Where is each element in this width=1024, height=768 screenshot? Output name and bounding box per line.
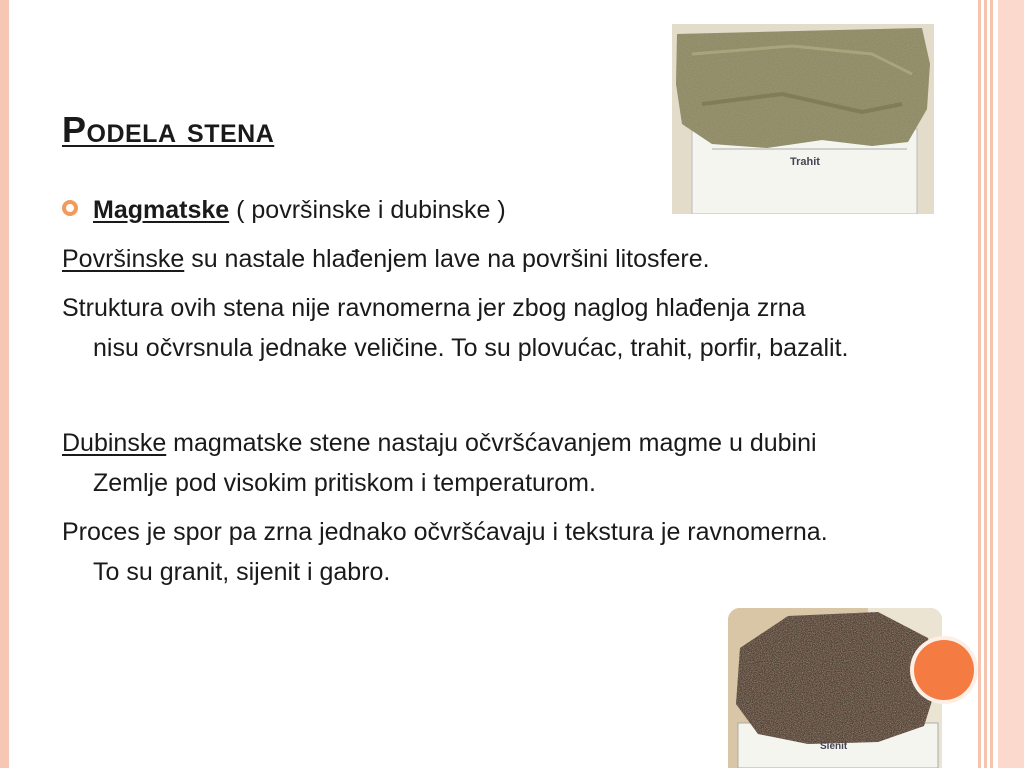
trahit-label: Trahit	[790, 156, 820, 168]
paragraph-text: Struktura ovih stena nije ravnomerna jer zbog naglog hlađenja zrna nisu očvrsnula jednake veličine. To su plovućac, trahit, porfir, bazalit.	[62, 294, 849, 362]
paragraph-povrsinske	[62, 239, 852, 279]
stripe	[998, 0, 1024, 768]
trahit-rock-drawing	[672, 24, 934, 214]
spacer	[62, 377, 852, 423]
bullet-ring-icon	[62, 200, 78, 216]
stripe	[984, 0, 987, 768]
slide-body	[62, 190, 852, 601]
trahit-rock-image	[672, 24, 934, 214]
sienit-rock-drawing	[728, 608, 942, 768]
slide-title: Podela stena	[62, 109, 275, 150]
paragraph-proces	[62, 512, 852, 592]
stripe	[978, 0, 981, 768]
left-border-decoration	[0, 0, 9, 768]
right-stripes-decoration	[978, 0, 1024, 768]
sienit-label: Sienit	[820, 741, 848, 752]
stripe	[990, 0, 993, 768]
bullet-text: ( površinske i dubinske )	[229, 196, 506, 224]
paragraph-term: Površinske	[62, 245, 185, 273]
paragraph-dubinske	[62, 423, 852, 503]
paragraph-text: magmatske stene nastaju očvršćavanjem magme u dubini Zemlje pod visokim pritiskom i temperaturom.	[93, 429, 817, 497]
orange-circle-decoration	[914, 640, 974, 700]
paragraph-text: su nastale hlađenjem lave na površini litosfere.	[184, 245, 710, 273]
bullet-term: Magmatske	[93, 196, 230, 224]
sienit-rock-image	[728, 608, 942, 768]
paragraph-struktura	[62, 288, 852, 368]
paragraph-term: Dubinske	[62, 429, 167, 457]
bullet-magmatske	[62, 190, 852, 230]
paragraph-text: Proces je spor pa zrna jednako očvršćavaju i tekstura je ravnomerna. To su granit, sijenit i gabro.	[62, 518, 828, 586]
